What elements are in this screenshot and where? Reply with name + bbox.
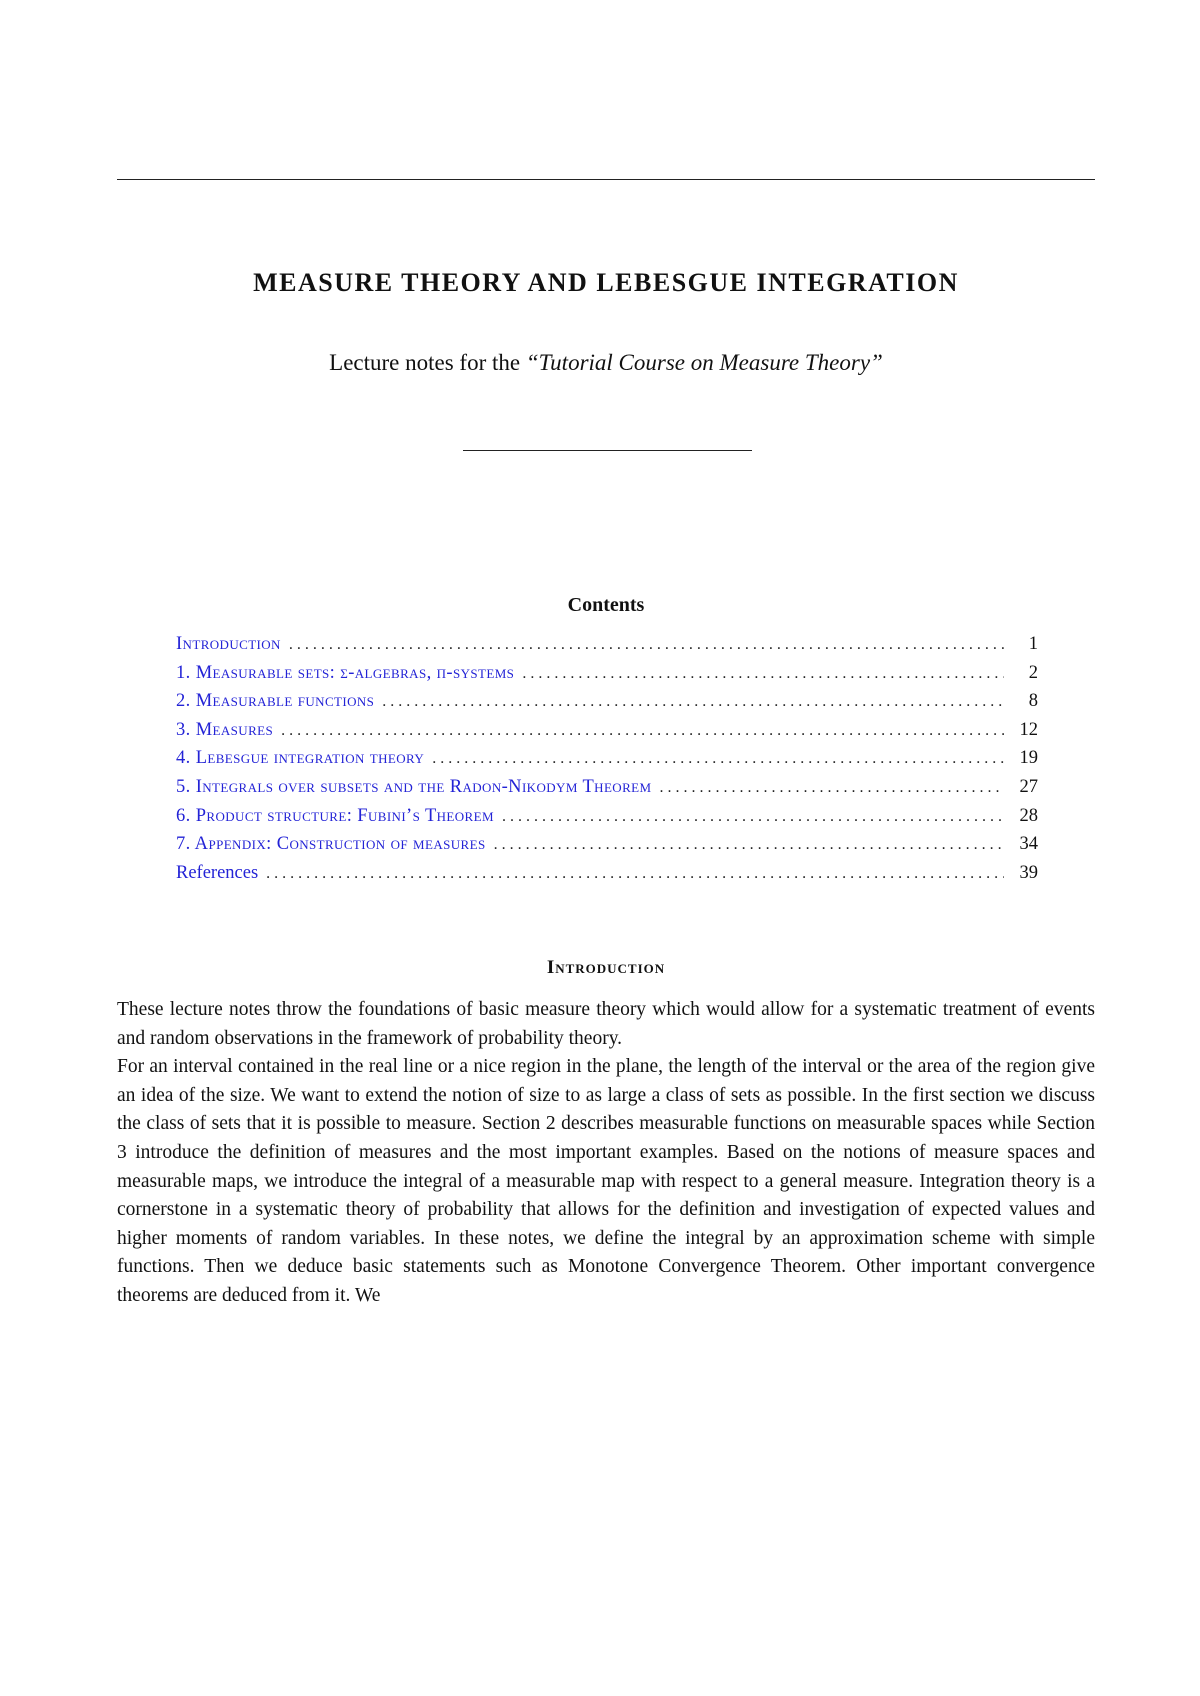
toc-entry-page: 1 (1028, 634, 1038, 654)
toc-entry-fubini[interactable] (176, 806, 1038, 835)
toc-leader-dots (382, 693, 1004, 711)
introduction-heading: Introduction (546, 957, 666, 978)
toc-leader-dots (266, 865, 1004, 883)
toc-entry-label[interactable]: References (176, 862, 259, 883)
top-rule (117, 179, 1095, 180)
toc-entry-measurable-functions[interactable] (176, 691, 1038, 720)
toc-entry-label[interactable]: 7. Appendix: Construction of measures (176, 834, 486, 855)
introduction-body (117, 996, 1095, 1311)
toc-entry-label[interactable]: 2. Measurable functions (176, 691, 375, 712)
introduction-paragraph: These lecture notes throw the foundations of basic measure theory which would allow for a systematic treatment of events and random observations in the framework of probability theory. (117, 999, 1095, 1049)
toc-entry-radon-nikodym[interactable] (176, 777, 1038, 806)
toc-entry-measurable-sets[interactable] (176, 663, 1038, 692)
toc-entry-appendix[interactable] (176, 834, 1038, 863)
toc-entry-measures[interactable] (176, 720, 1038, 749)
toc-leader-dots (659, 779, 1004, 797)
toc-entry-label[interactable]: 1. Measurable sets: σ-algebras, π-systems (176, 662, 515, 683)
toc-entry-label[interactable]: 3. Measures (176, 719, 274, 740)
introduction-paragraph: For an interval contained in the real line or a nice region in the plane, the length of the interval or the area of the region give an idea of the size. We want to extend the notion of size to as large a class of sets as possible. In the first section we discuss the class of sets that it is possible to measure. Section 2 describes measurable functions on measurable spaces while Section 3 introduce the definition of measures and the most important examples. Based on the notions of measure spaces and measurable maps, we introduce the integral of a measurable map with respect to a general measure. Integration theory is a cornerstone in a systematic theory of probability that allows for the definition and investigation of expected values and higher moments of random variables. In these notes, we define the integral by an approximation scheme with simple functions. Then we deduce basic statements such as Monotone Convergence Theorem. Other important convergence theorems are deduced from it. We (117, 1056, 1095, 1306)
document-subtitle (117, 350, 1095, 376)
toc-entry-introduction[interactable] (176, 634, 1038, 663)
title-separator-rule (463, 450, 752, 451)
contents-heading: Contents (567, 594, 645, 616)
toc-leader-dots (432, 750, 1004, 768)
toc-entry-references[interactable] (176, 863, 1038, 892)
document-title: MEASURE THEORY AND LEBESGUE INTEGRATION (253, 268, 959, 297)
toc-entry-page: 28 (1019, 805, 1038, 826)
subtitle-prefix: Lecture notes for the (329, 350, 526, 375)
toc-entry-lebesgue-integration[interactable] (176, 748, 1038, 777)
toc-entry-label[interactable]: 5. Integrals over subsets and the Radon-Nikodym Theorem (176, 776, 652, 797)
toc-entry-page: 19 (1019, 748, 1038, 769)
toc-entry-page: 12 (1019, 719, 1038, 740)
toc-leader-dots (289, 636, 1004, 654)
toc-entry-page: 39 (1019, 862, 1038, 883)
toc-entry-label[interactable]: 6. Product structure: Fubini’s Theorem (176, 805, 494, 826)
toc-leader-dots (281, 722, 1004, 740)
toc-entry-label[interactable]: 4. Lebesgue integration theory (176, 748, 425, 769)
subtitle-course-name: “Tutorial Course on Measure Theory” (525, 350, 883, 375)
table-of-contents (176, 634, 1038, 891)
toc-entry-page: 34 (1019, 834, 1038, 855)
toc-leader-dots (494, 836, 1004, 854)
toc-entry-page: 27 (1019, 776, 1038, 797)
toc-leader-dots (522, 665, 1004, 683)
toc-entry-page: 2 (1028, 662, 1038, 683)
toc-leader-dots (502, 808, 1004, 826)
toc-entry-label[interactable]: Introduction (176, 634, 281, 654)
toc-entry-page: 8 (1028, 691, 1038, 712)
